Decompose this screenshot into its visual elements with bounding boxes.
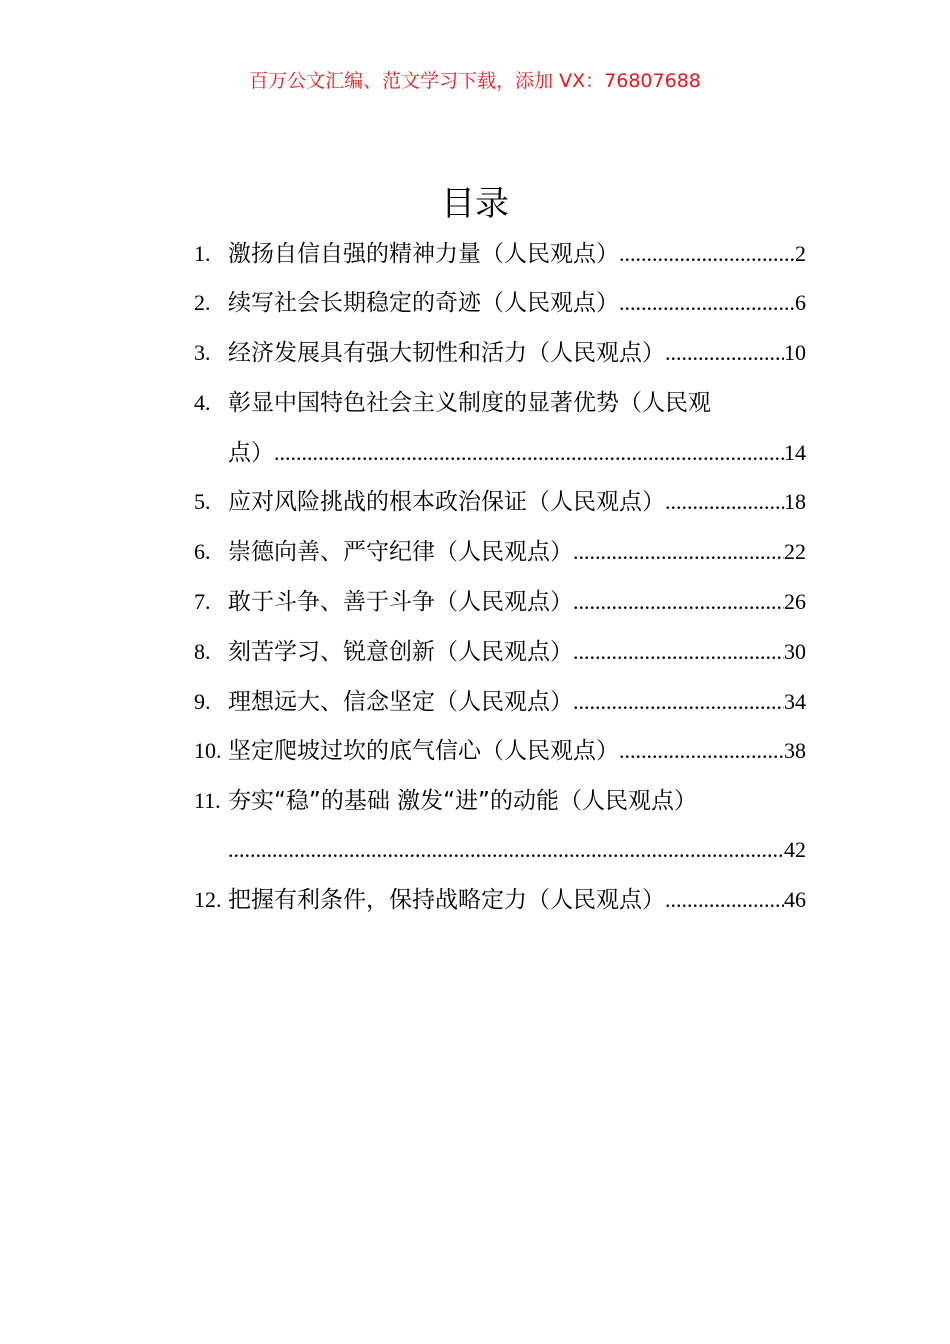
toc-entry-5[interactable] bbox=[194, 484, 806, 520]
toc-entry-9[interactable] bbox=[194, 684, 806, 720]
toc-entry-title: 理想远大、信念坚定（人民观点） bbox=[228, 689, 573, 715]
toc-entry-number: 2. bbox=[194, 290, 211, 315]
toc-title: 目录 bbox=[441, 184, 509, 224]
toc-entry-8[interactable] bbox=[194, 634, 806, 670]
toc-entry-title-continued: 点） bbox=[228, 440, 274, 466]
toc-entry-2[interactable] bbox=[194, 285, 806, 321]
toc-entry-number: 7. bbox=[194, 589, 211, 614]
toc-leader-dots bbox=[274, 435, 784, 471]
toc-entry-7[interactable] bbox=[194, 584, 806, 620]
toc-entry-12[interactable] bbox=[194, 882, 806, 918]
toc-entry-page: 2 bbox=[795, 241, 806, 266]
toc-entry-number: 8. bbox=[194, 639, 211, 664]
toc-entry-6[interactable] bbox=[194, 534, 806, 570]
toc-leader-dots bbox=[619, 733, 784, 769]
toc-entry-page: 42 bbox=[784, 837, 806, 862]
toc-leader-dots bbox=[665, 882, 784, 918]
toc-entry-page: 46 bbox=[784, 887, 806, 912]
toc-entry-title: 彰显中国特色社会主义制度的显著优势（人民观 bbox=[228, 390, 711, 416]
toc-entry-number: 12. bbox=[194, 887, 222, 912]
toc-entry-number: 6. bbox=[194, 539, 211, 564]
toc-leader-dots bbox=[619, 285, 795, 321]
toc-entry-3[interactable] bbox=[194, 335, 806, 371]
toc-entry-number: 4. bbox=[194, 390, 211, 415]
toc-entry-page: 34 bbox=[784, 689, 806, 714]
toc-leader-dots bbox=[573, 584, 784, 620]
toc-leader-dots bbox=[573, 534, 784, 570]
toc-entry-number: 1. bbox=[194, 241, 211, 266]
toc-entry-page: 10 bbox=[784, 340, 806, 365]
toc-leader-dots bbox=[228, 832, 784, 868]
toc-entry-4[interactable] bbox=[194, 385, 806, 421]
toc-leader-dots bbox=[573, 634, 784, 670]
toc-entry-title: 应对风险挑战的根本政治保证（人民观点） bbox=[228, 489, 665, 515]
toc-entry-number: 11. bbox=[194, 788, 221, 813]
toc-entry-title: 夯实“稳”的基础 激发“进”的动能（人民观点） bbox=[228, 788, 697, 814]
toc-entry-number: 3. bbox=[194, 340, 211, 365]
header-note: 百万公文汇编、范文学习下载，添加 VX：76807688 bbox=[249, 70, 701, 92]
toc-leader-dots bbox=[665, 484, 784, 520]
toc-entry-10[interactable] bbox=[194, 733, 806, 769]
toc-entry-title: 坚定爬坡过坎的底气信心（人民观点） bbox=[228, 738, 619, 764]
toc-entry-page: 38 bbox=[784, 738, 806, 763]
toc-entry-page: 26 bbox=[784, 589, 806, 614]
toc-entry-page: 14 bbox=[784, 440, 806, 465]
toc-entry-1[interactable] bbox=[194, 236, 806, 272]
toc-entry-page: 6 bbox=[795, 290, 806, 315]
toc-entry-number: 10. bbox=[194, 738, 222, 763]
toc-entry-title: 把握有利条件，保持战略定力（人民观点） bbox=[228, 887, 665, 913]
toc-leader-dots bbox=[619, 236, 795, 272]
toc-entry-title: 经济发展具有强大韧性和活力（人民观点） bbox=[228, 340, 665, 366]
toc-entry-title: 续写社会长期稳定的奇迹（人民观点） bbox=[228, 290, 619, 316]
toc-entry-4-continuation[interactable] bbox=[194, 435, 806, 471]
toc-entry-11-continuation[interactable] bbox=[194, 832, 806, 868]
toc-entry-title: 敢于斗争、善于斗争（人民观点） bbox=[228, 589, 573, 615]
toc-entry-title: 激扬自信自强的精神力量（人民观点） bbox=[228, 241, 619, 267]
toc-entry-page: 22 bbox=[784, 539, 806, 564]
toc-entry-page: 18 bbox=[784, 489, 806, 514]
toc-entry-11[interactable] bbox=[194, 783, 806, 819]
toc-leader-dots bbox=[573, 684, 784, 720]
toc-entry-page: 30 bbox=[784, 639, 806, 664]
toc-entry-number: 5. bbox=[194, 489, 211, 514]
toc-entry-title: 刻苦学习、锐意创新（人民观点） bbox=[228, 639, 573, 665]
toc-leader-dots bbox=[665, 335, 784, 371]
toc-entry-title: 崇德向善、严守纪律（人民观点） bbox=[228, 539, 573, 565]
toc-entry-number: 9. bbox=[194, 689, 211, 714]
